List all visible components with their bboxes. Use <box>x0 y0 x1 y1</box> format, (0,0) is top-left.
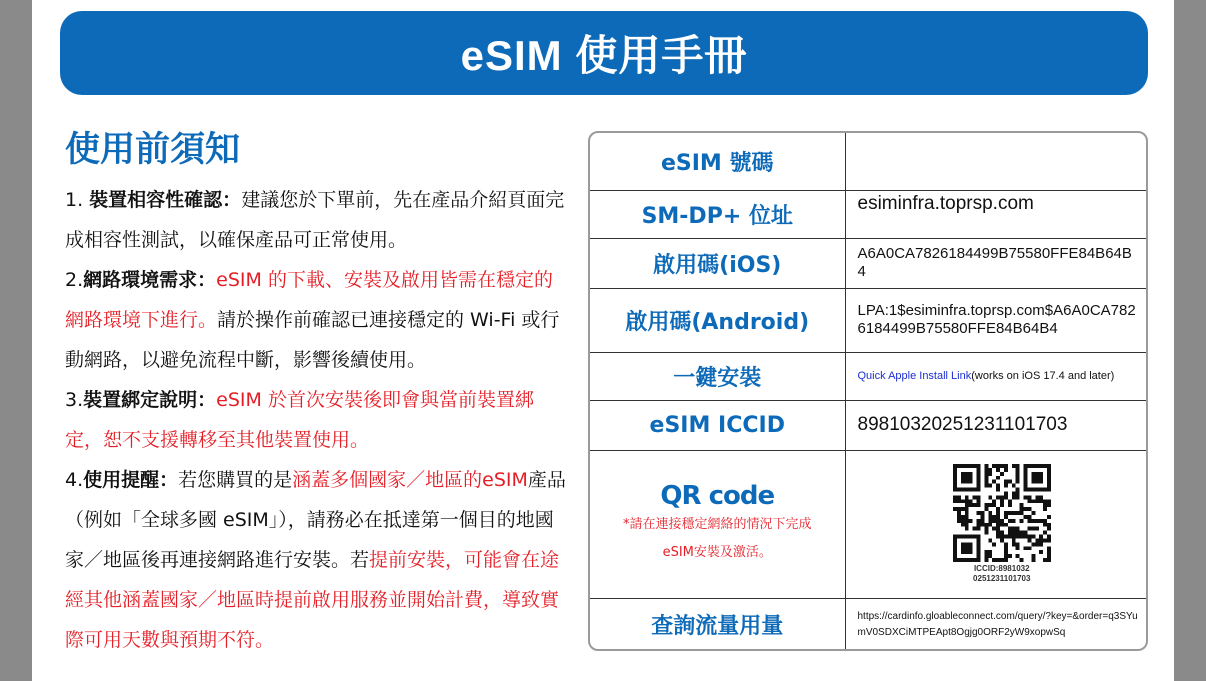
row-value-one-click <box>845 352 1146 400</box>
notice-item-2-key: 網路環境需求： <box>83 269 217 291</box>
row-value-iccid[interactable]: 89810320251231101703 <box>845 400 1146 450</box>
qr-code-title: QR code <box>660 481 775 511</box>
qr-iccid-label: ICCID:8981032 0251231101703 <box>973 564 1031 583</box>
notice-item-2-text: 請於操作前確認已連接穩定的 Wi-Fi 或行動網路，以避免流程中斷，影響後續使用。 <box>65 309 560 371</box>
notice-item-3-red: eSIM 於首次安裝後即會與當前裝置綁定，恕不支援轉移至其他裝置使用。 <box>65 389 534 451</box>
row-label-iccid: eSIM ICCID <box>590 400 845 450</box>
row-label-smdp: SM-DP+ 位址 <box>590 190 845 238</box>
row-value-usage-url[interactable]: https://cardinfo.gloableconnect.com/query/?key=&order=q3SYumV0SDXCiMTPEApt8Ogjg0ORF2yW9xopwSq <box>845 598 1146 651</box>
notice-item-1-key: 裝置相容性確認： <box>89 189 242 211</box>
row-label-usage: 查詢流量用量 <box>590 598 845 651</box>
row-value-ios-code[interactable]: A6A0CA7826184499B75580FFE84B64B4 <box>845 238 1146 288</box>
row-label-qr <box>590 450 845 598</box>
notice-item-2: 2.網路環境需求：eSIM 的下載、安裝及啟用皆需在穩定的網路環境下進行。請於操作前確認已連接穩定的 Wi-Fi 或行動網路，以避免流程中斷，影響後續使用。 <box>65 269 560 371</box>
row-label-android-code: 啟用碼(Android) <box>590 288 845 352</box>
qr-code-image[interactable] <box>953 464 1051 562</box>
notice-list <box>65 180 570 660</box>
header-banner <box>60 11 1148 95</box>
row-value-esim-number <box>845 133 1146 190</box>
notice-item-3: 3.裝置綁定說明：eSIM 於首次安裝後即會與當前裝置綁定，恕不支援轉移至其他裝置使用。 <box>65 389 534 451</box>
table-row <box>590 190 1146 238</box>
row-value-smdp[interactable]: esiminfra.toprsp.com <box>845 190 1146 238</box>
notice-item-1-text: 建議您於下單前，先在產品介紹頁面完成相容性測試，以確保產品可正常使用。 <box>65 189 565 251</box>
row-label-one-click: 一鍵安裝 <box>590 352 845 400</box>
row-label-ios-code: 啟用碼(iOS) <box>590 238 845 288</box>
notice-title: 使用前須知 <box>65 130 241 170</box>
quick-install-note: (works on iOS 17.4 and later) <box>971 370 1115 382</box>
qr-note: *請在連接穩定網絡的情況下完成 eSIM安裝及激活。 <box>622 517 812 560</box>
quick-install-link[interactable]: Quick Apple Install Link <box>857 370 972 382</box>
notice-item-4: 4.使用提醒：若您購買的是涵蓋多個國家／地區的eSIM產品（例如「全球多國 eSIM」），請務必在抵達第一個目的地國家／地區後再連接網路進行安裝。若提前安裝，可能會在途經其他涵蓋國家／地區時提前啟用服務並開始計費，導致實際可用天數與預期不符。 <box>65 469 566 651</box>
esim-info-table <box>588 131 1148 651</box>
table-row <box>590 598 1146 651</box>
notice-item-4-key: 使用提醒： <box>83 469 179 491</box>
notice-item-1: 1. 裝置相容性確認：建議您於下單前，先在產品介紹頁面完成相容性測試，以確保產品可正常使用。 <box>65 189 565 251</box>
table-row <box>590 133 1146 190</box>
table-row <box>590 238 1146 288</box>
table-row <box>590 352 1146 400</box>
notice-item-2-red: eSIM 的下載、安裝及啟用皆需在穩定的網路環境下進行。 <box>65 269 553 331</box>
row-label-esim-number: eSIM 號碼 <box>590 133 845 190</box>
table-row <box>590 288 1146 352</box>
row-value-android-code[interactable]: LPA:1$esiminfra.toprsp.com$A6A0CA7826184499B75580FFE84B64B4 <box>845 288 1146 352</box>
document-page <box>32 0 1174 681</box>
page-title: eSIM 使用手冊 <box>460 32 748 79</box>
row-value-qr <box>845 450 1146 598</box>
notice-item-3-key: 裝置綁定說明： <box>83 389 217 411</box>
table-row <box>590 400 1146 450</box>
table-row <box>590 450 1146 598</box>
